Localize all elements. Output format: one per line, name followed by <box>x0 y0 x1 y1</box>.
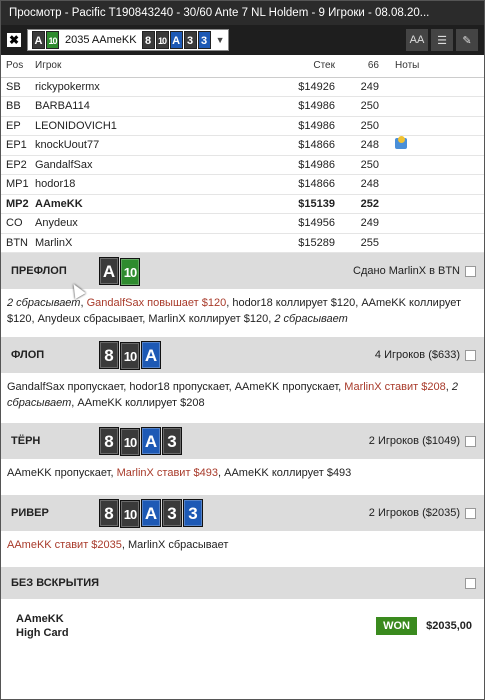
table-row[interactable] <box>1 175 484 195</box>
table-row[interactable] <box>1 214 484 234</box>
header-notes[interactable]: Ноты <box>385 55 484 77</box>
street-river <box>1 495 484 531</box>
player-notes[interactable] <box>385 175 484 195</box>
action-text: , <box>445 381 452 393</box>
player-pos: EP <box>1 116 35 136</box>
street-name: ТЁРН <box>11 435 41 447</box>
street-info: Сдано MarlinX в BTN <box>353 265 460 277</box>
player-bb: 249 <box>343 77 385 97</box>
header-stack[interactable]: Стек <box>265 55 343 77</box>
won-amount: $2035,00 <box>426 620 472 632</box>
result-hand: High Card <box>16 627 69 639</box>
playing-card: A <box>99 257 119 285</box>
action-text: 2 сбрасывает <box>7 381 458 409</box>
playing-card: A <box>141 499 161 527</box>
street-cards <box>99 341 162 370</box>
action-text: , hodor18 коллирует $120, AAmeKK коллирует $120, Anydeux сбрасывает, MarlinX коллирует $120, <box>7 297 461 325</box>
street-actions <box>1 531 484 567</box>
player-bb: 250 <box>343 155 385 175</box>
playing-card: 10 <box>46 31 59 49</box>
player-stack: $14986 <box>265 116 343 136</box>
player-stack: $14866 <box>265 175 343 195</box>
player-pos: EP1 <box>1 136 35 156</box>
playing-card: A <box>141 427 161 455</box>
list-icon[interactable]: ☰ <box>431 29 453 51</box>
player-pos: BTN <box>1 233 35 253</box>
player-name: BARBA114 <box>35 97 265 117</box>
action-text: 2 сбрасывает <box>7 297 81 309</box>
result-player-block <box>16 612 69 640</box>
street-turn <box>1 423 484 459</box>
street-name: РИВЕР <box>11 507 49 519</box>
players-table <box>1 55 484 253</box>
street-showdown <box>1 567 484 599</box>
player-bb: 252 <box>343 194 385 214</box>
action-text: GandalfSax пропускает, hodor18 пропускает, AAmeKK пропускает, <box>7 381 345 393</box>
player-pos: CO <box>1 214 35 234</box>
player-name: rickypokermx <box>35 77 265 97</box>
header-bb[interactable]: 66 <box>343 55 385 77</box>
close-icon[interactable]: ✖ <box>8 33 20 47</box>
player-bb: 249 <box>343 214 385 234</box>
player-pos: MP2 <box>1 194 35 214</box>
action-text: AAmeKK ставит $2035 <box>7 539 122 551</box>
title-bar <box>1 1 484 25</box>
player-notes[interactable] <box>385 116 484 136</box>
toolbar-actions <box>406 29 478 51</box>
playing-card: 3 <box>184 31 197 49</box>
playing-card: 8 <box>99 499 119 527</box>
playing-card: 10 <box>120 428 140 456</box>
player-notes[interactable] <box>385 194 484 214</box>
street-checkbox[interactable] <box>465 436 476 447</box>
player-notes[interactable] <box>385 77 484 97</box>
playing-card: 3 <box>183 499 203 527</box>
action-text: MarlinX ставит $493 <box>116 467 219 479</box>
playing-card: A <box>170 31 183 49</box>
street-name: ПРЕФЛОП <box>11 265 67 277</box>
player-pos: SB <box>1 77 35 97</box>
playing-card: 8 <box>142 31 155 49</box>
hole-cards <box>32 31 60 49</box>
player-stack: $15289 <box>265 233 343 253</box>
hand-selector-dropdown[interactable] <box>27 29 229 51</box>
result-row <box>1 606 484 646</box>
player-notes[interactable] <box>385 97 484 117</box>
playing-card: 8 <box>99 341 119 369</box>
playing-card: 3 <box>162 427 182 455</box>
chevron-down-icon: ▼ <box>215 35 225 45</box>
playing-card: 10 <box>120 342 140 370</box>
player-stack: $14986 <box>265 155 343 175</box>
playing-card: 10 <box>120 258 140 286</box>
header-player[interactable]: Игрок <box>35 55 265 77</box>
player-notes[interactable] <box>385 155 484 175</box>
playing-card: 10 <box>156 31 169 49</box>
table-row[interactable] <box>1 155 484 175</box>
street-checkbox[interactable] <box>465 508 476 519</box>
action-text: , AAmeKK коллирует $208 <box>71 397 205 409</box>
playing-card: A <box>32 31 45 49</box>
font-size-button[interactable]: AA <box>406 29 428 51</box>
street-checkbox[interactable] <box>465 350 476 361</box>
playing-card: 3 <box>162 499 182 527</box>
player-notes[interactable] <box>385 214 484 234</box>
table-row[interactable] <box>1 194 484 214</box>
won-badge: WON <box>376 617 417 635</box>
table-row[interactable] <box>1 116 484 136</box>
table-header-row <box>1 55 484 77</box>
window-title: Просмотр - Pacific T190843240 - 30/60 Ante 7 NL Holdem - 9 Игроки - 08.08.20... <box>9 7 430 19</box>
street-cards <box>99 427 183 456</box>
player-name: LEONIDOVICH1 <box>35 116 265 136</box>
action-text: 2 сбрасывает <box>274 313 348 325</box>
playing-card: 8 <box>99 427 119 455</box>
player-note-icon[interactable] <box>395 138 407 149</box>
street-name: ФЛОП <box>11 349 45 361</box>
result-player: AAmeKK <box>16 613 64 625</box>
table-row[interactable] <box>1 97 484 117</box>
player-name: AAmeKK <box>35 194 265 214</box>
player-bb: 248 <box>343 136 385 156</box>
player-notes[interactable] <box>385 136 484 156</box>
player-name: Anydeux <box>35 214 265 234</box>
street-info: 4 Игроков ($633) <box>374 349 460 361</box>
street-cards <box>99 499 204 528</box>
hand-label: 2035 AAmeKK <box>65 34 137 46</box>
action-text: , <box>80 297 87 309</box>
playing-card: 3 <box>198 31 211 49</box>
board-cards <box>142 31 212 49</box>
player-pos: MP1 <box>1 175 35 195</box>
table-row[interactable] <box>1 233 484 253</box>
player-name: hodor18 <box>35 175 265 195</box>
action-text: AAmeKK пропускает, <box>7 467 117 479</box>
player-pos: EP2 <box>1 155 35 175</box>
player-notes[interactable] <box>385 233 484 253</box>
player-name: GandalfSax <box>35 155 265 175</box>
player-bb: 255 <box>343 233 385 253</box>
action-text: GandalfSax повышает $120 <box>86 297 227 309</box>
player-stack: $14986 <box>265 97 343 117</box>
playing-card: A <box>141 341 161 369</box>
player-pos: BB <box>1 97 35 117</box>
street-name: БЕЗ ВСКРЫТИЯ <box>11 577 100 589</box>
street-actions <box>1 459 484 495</box>
street-cards <box>99 257 141 286</box>
player-bb: 250 <box>343 97 385 117</box>
action-text: , MarlinX сбрасывает <box>121 539 229 551</box>
player-stack: $14926 <box>265 77 343 97</box>
table-row[interactable] <box>1 136 484 156</box>
street-flop <box>1 337 484 373</box>
street-actions <box>1 373 484 423</box>
street-info: 2 Игроков ($2035) <box>368 507 460 519</box>
player-stack: $15139 <box>265 194 343 214</box>
street-info: 2 Игроков ($1049) <box>368 435 460 447</box>
player-bb: 250 <box>343 116 385 136</box>
street-checkbox[interactable] <box>465 578 476 589</box>
header-pos[interactable]: Pos <box>1 55 35 77</box>
playing-card: 10 <box>120 500 140 528</box>
player-bb: 248 <box>343 175 385 195</box>
action-text: , AAmeKK коллирует $493 <box>218 467 352 479</box>
toolbar <box>1 25 484 55</box>
street-checkbox[interactable] <box>465 266 476 277</box>
player-stack: $14956 <box>265 214 343 234</box>
pencil-icon[interactable]: ✎ <box>456 29 478 51</box>
player-name: knockUout77 <box>35 136 265 156</box>
player-name: MarlinX <box>35 233 265 253</box>
action-text: MarlinX ставит $208 <box>344 381 446 393</box>
table-row[interactable] <box>1 77 484 97</box>
player-stack: $14866 <box>265 136 343 156</box>
